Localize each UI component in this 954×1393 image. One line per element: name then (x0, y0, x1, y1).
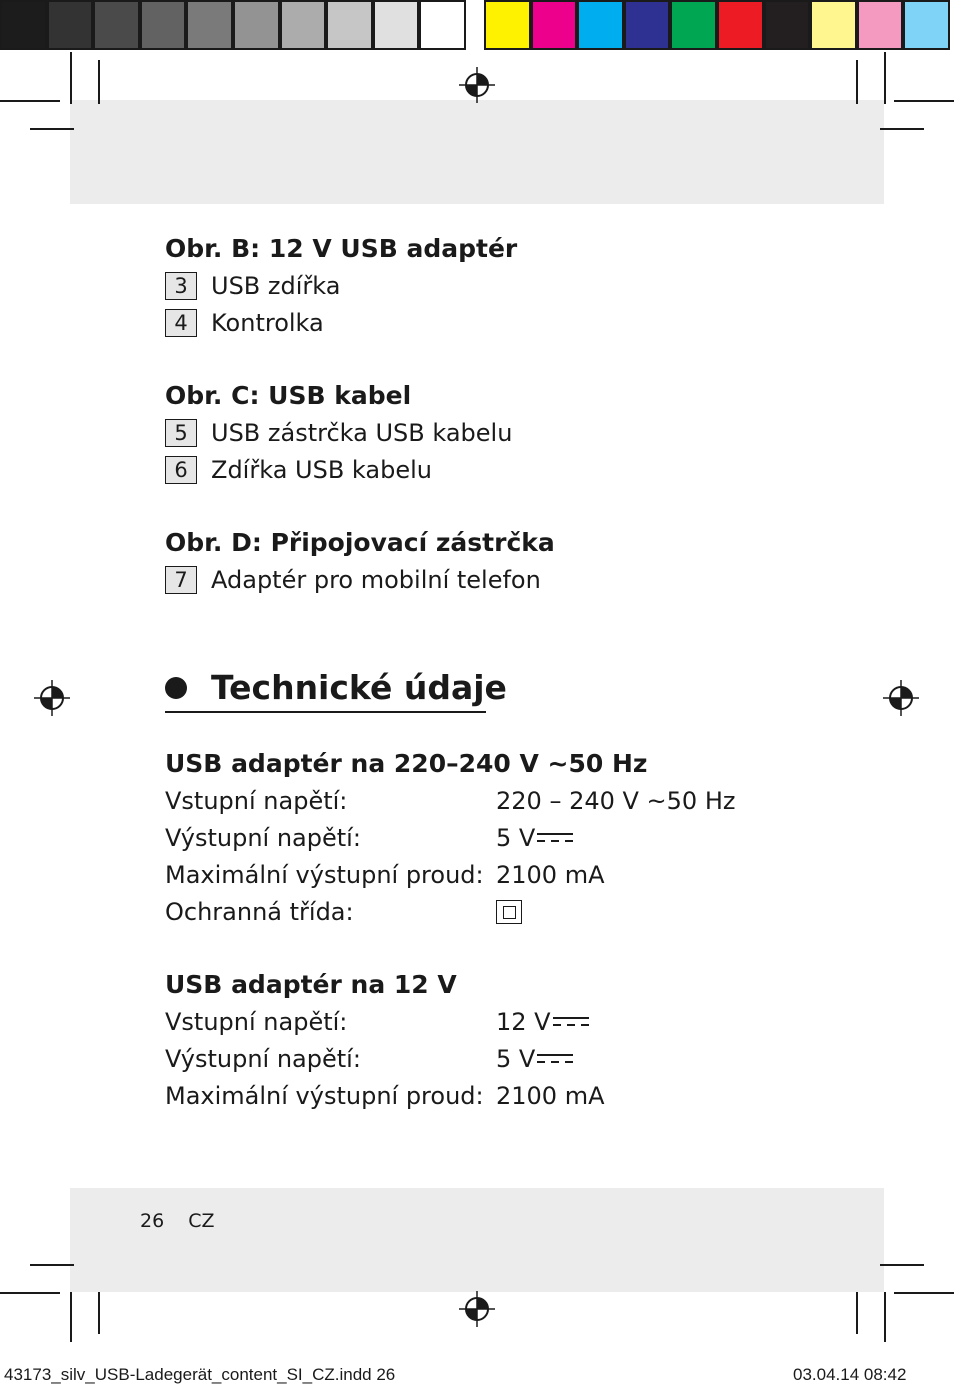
color-swatch (484, 0, 531, 50)
spec-a-heading: USB adaptér na 220–240 V ~50 Hz (165, 749, 648, 778)
crop-mark (70, 52, 72, 104)
color-swatch (577, 0, 624, 50)
spec-row (165, 856, 805, 893)
spec-label: Maximální výstupní proud: (165, 1081, 484, 1110)
spec-row (165, 1040, 805, 1077)
crop-mark (70, 1292, 72, 1342)
protection-class-ii-icon (496, 900, 522, 924)
dc-symbol-icon (553, 1017, 589, 1027)
color-swatch (280, 0, 327, 50)
registration-mark-icon (459, 1291, 495, 1327)
color-swatch (373, 0, 420, 50)
crop-mark (98, 60, 100, 104)
color-swatch (857, 0, 904, 50)
item-label: USB zástrčka USB kabelu (211, 418, 513, 447)
color-swatch (47, 0, 94, 50)
crop-mark (884, 52, 886, 104)
color-swatch (531, 0, 578, 50)
footer-band (70, 1188, 884, 1292)
registration-mark-icon (34, 680, 70, 716)
crop-mark (880, 1264, 924, 1266)
item-number: 5 (165, 419, 197, 447)
fig-d-heading: Obr. D: Připojovací zástrčka (165, 528, 555, 557)
spec-value: 220 – 240 V ~50 Hz (496, 786, 736, 815)
crop-mark (880, 128, 924, 130)
item-number: 6 (165, 456, 197, 484)
item-label: Zdířka USB kabelu (211, 455, 432, 484)
specs (165, 745, 805, 1114)
item-number: 3 (165, 272, 197, 300)
spec-value: 2100 mA (496, 1081, 605, 1110)
crop-mark (0, 1292, 60, 1294)
crop-mark (884, 1292, 886, 1342)
section-title (165, 668, 507, 707)
list-item (165, 451, 805, 488)
header-band (70, 100, 884, 204)
crop-mark (30, 1264, 74, 1266)
spec-value: 5 V (496, 1044, 536, 1073)
spec-value: 2100 mA (496, 860, 605, 889)
spec-row (165, 893, 805, 930)
slug-date: 03.04.14 08:42 (793, 1365, 907, 1384)
crop-mark (894, 100, 954, 102)
slug-filename: 43173_silv_USB-Ladegerät_content_SI_CZ.indd 26 (4, 1365, 396, 1384)
bullet-icon (165, 677, 187, 699)
section-title-text: Technické údaje (211, 668, 507, 707)
spec-value: 5 V (496, 823, 536, 852)
registration-mark-icon (883, 680, 919, 716)
crop-mark (856, 1292, 858, 1334)
dc-symbol-icon (537, 1054, 573, 1064)
crop-mark (0, 100, 60, 102)
color-swatch (810, 0, 857, 50)
color-swatch (670, 0, 717, 50)
item-label: USB zdířka (211, 271, 341, 300)
list-item (165, 561, 805, 598)
color-swatch (93, 0, 140, 50)
color-swatch (326, 0, 373, 50)
color-swatch (717, 0, 764, 50)
color-swatch (0, 0, 47, 50)
grayscale-bar (0, 0, 466, 50)
spec-row (165, 819, 805, 856)
item-label: Kontrolka (211, 308, 324, 337)
spec-label: Ochranná třída: (165, 897, 354, 926)
color-bar (484, 0, 950, 50)
parts-list (165, 230, 805, 598)
spec-label: Vstupní napětí: (165, 786, 348, 815)
registration-mark-icon (459, 67, 495, 103)
list-item (165, 267, 805, 304)
item-number: 7 (165, 566, 197, 594)
section-underline (165, 711, 486, 713)
crop-mark (30, 128, 74, 130)
item-label: Adaptér pro mobilní telefon (211, 565, 541, 594)
spec-label: Výstupní napětí: (165, 1044, 361, 1073)
crop-mark (856, 60, 858, 104)
spec-row (165, 1003, 805, 1040)
list-item (165, 414, 805, 451)
language-code: CZ (188, 1210, 215, 1232)
fig-b-heading: Obr. B: 12 V USB adaptér (165, 234, 518, 263)
color-swatch (233, 0, 280, 50)
page-footer (140, 1210, 214, 1232)
spec-label: Výstupní napětí: (165, 823, 361, 852)
item-number: 4 (165, 309, 197, 337)
spec-value: 12 V (496, 1007, 551, 1036)
color-swatch (419, 0, 466, 50)
spec-b-heading: USB adaptér na 12 V (165, 970, 457, 999)
page-number: 26 (140, 1210, 165, 1232)
list-item (165, 304, 805, 341)
spec-label: Maximální výstupní proud: (165, 860, 484, 889)
color-swatch (140, 0, 187, 50)
dc-symbol-icon (537, 833, 573, 843)
spec-row (165, 1077, 805, 1114)
spec-row (165, 782, 805, 819)
color-swatch (764, 0, 811, 50)
spec-label: Vstupní napětí: (165, 1007, 348, 1036)
color-swatch (903, 0, 950, 50)
fig-c-heading: Obr. C: USB kabel (165, 381, 412, 410)
crop-mark (894, 1292, 954, 1294)
color-swatch (624, 0, 671, 50)
crop-mark (98, 1292, 100, 1334)
color-swatch (186, 0, 233, 50)
